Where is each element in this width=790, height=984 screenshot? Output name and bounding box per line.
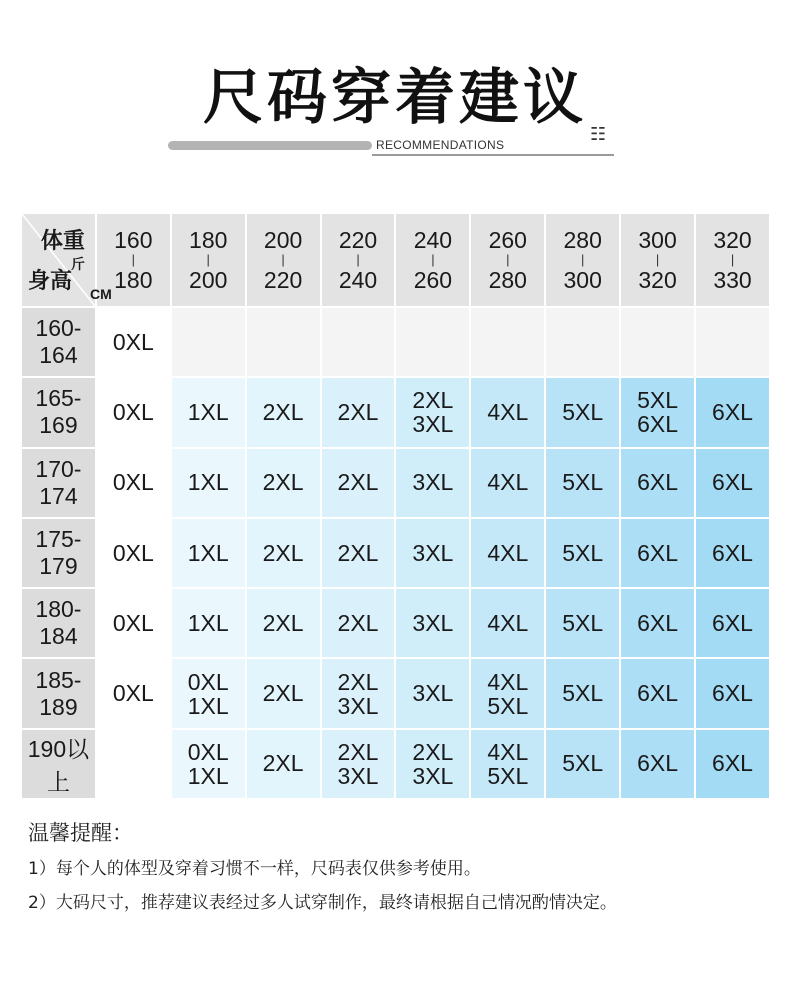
empty-size-cell: [171, 307, 246, 377]
size-cell: [321, 448, 396, 518]
size-value: 0XL: [187, 738, 229, 765]
size-cell: [395, 658, 470, 728]
size-value: 5XL: [562, 680, 604, 707]
page-title: 尺码穿着建议: [203, 63, 587, 133]
notes-section: [28, 818, 617, 926]
weight-to: 220: [263, 267, 303, 293]
size-value: 5XL: [487, 692, 529, 719]
size-cell: [695, 658, 770, 728]
size-value: 2XL: [337, 398, 379, 425]
table-row: [21, 307, 770, 377]
weight-to: 260: [413, 267, 453, 293]
title-underline-line: [372, 154, 614, 156]
weight-from: 200: [263, 227, 303, 253]
size-value: 4XL: [487, 668, 529, 695]
size-value: 2XL: [262, 680, 304, 707]
size-cell: [545, 448, 620, 518]
size-value: 6XL: [637, 609, 679, 636]
size-cell: [171, 377, 246, 447]
weight-from: 220: [338, 227, 378, 253]
size-value: 6XL: [712, 469, 753, 496]
size-value: 0XL: [112, 539, 154, 566]
size-cell: [96, 658, 171, 728]
size-chart-table: [20, 212, 771, 800]
empty-size-cell: [620, 307, 695, 377]
weight-unit-label: 斤: [70, 257, 85, 273]
note-line: 2）大码尺寸，推荐建议表经过多人试穿制作，最终请根据自己情况酌情决定。: [28, 893, 617, 913]
weight-to: 180: [114, 267, 153, 293]
size-value: 4XL: [487, 609, 529, 636]
weight-to: 300: [563, 267, 602, 293]
size-cell: [695, 448, 770, 518]
size-cell: [470, 448, 545, 518]
height-range-cell: 175-179: [21, 518, 96, 588]
size-cell: [695, 377, 770, 447]
size-cell: [96, 377, 171, 447]
size-value: 2XL: [337, 609, 379, 636]
size-cell: [695, 588, 770, 658]
empty-size-cell: [470, 307, 545, 377]
table-row: [21, 729, 770, 799]
weight-to: 280: [488, 267, 527, 293]
size-cell: [246, 518, 321, 588]
weight-from: 280: [563, 227, 602, 253]
size-value: 2XL: [337, 539, 379, 566]
height-range-cell: 185-189: [21, 658, 96, 728]
size-value: 1XL: [187, 469, 229, 496]
size-value: 4XL: [487, 469, 529, 496]
empty-size-cell: [321, 307, 396, 377]
height-range-cell: 160-164: [21, 307, 96, 377]
empty-size-cell: [246, 307, 321, 377]
size-value: 5XL: [562, 539, 604, 566]
size-value: 1XL: [187, 762, 229, 789]
size-cell: [620, 377, 695, 447]
size-value: 2XL: [337, 469, 379, 496]
empty-size-cell: [395, 307, 470, 377]
size-cell: [171, 729, 246, 799]
size-cell: [470, 518, 545, 588]
size-value: 2XL: [262, 750, 304, 777]
size-cell: [620, 658, 695, 728]
size-cell: [395, 518, 470, 588]
weight-to: 330: [713, 267, 752, 293]
size-value: 5XL: [637, 387, 679, 414]
size-cell: [171, 518, 246, 588]
size-value: 0XL: [112, 328, 154, 355]
size-value: 2XL: [262, 469, 304, 496]
weight-col-header: 260 | 280: [470, 213, 545, 307]
size-value: 6XL: [637, 469, 679, 496]
size-cell: [545, 658, 620, 728]
size-value: 3XL: [412, 469, 454, 496]
height-range-cell: 165-169: [21, 377, 96, 447]
size-cell: [470, 658, 545, 728]
size-cell: [470, 377, 545, 447]
size-value: 2XL: [337, 738, 379, 765]
size-value: 6XL: [637, 411, 679, 438]
size-cell: [171, 588, 246, 658]
size-cell: [321, 588, 396, 658]
size-value: 3XL: [337, 762, 379, 789]
height-range-cell: 170-174: [21, 448, 96, 518]
size-cell: [321, 658, 396, 728]
size-value: 5XL: [562, 750, 604, 777]
size-value: 3XL: [412, 680, 454, 707]
menu-lines-icon: ☷: [590, 124, 607, 145]
size-value: 0XL: [187, 668, 229, 695]
size-cell: [246, 658, 321, 728]
size-cell: [545, 518, 620, 588]
size-value: 3XL: [412, 539, 454, 566]
size-value: 4XL: [487, 738, 529, 765]
weight-col-header: 280 | 300: [545, 213, 620, 307]
size-value: 6XL: [712, 750, 753, 777]
size-cell: [395, 377, 470, 447]
size-value: 2XL: [412, 738, 454, 765]
weight-to: 200: [189, 267, 228, 293]
size-value: 5XL: [562, 609, 604, 636]
table-corner-cell: [21, 213, 112, 307]
size-value: 0XL: [112, 680, 154, 707]
empty-size-cell: [695, 307, 770, 377]
size-cell: [620, 588, 695, 658]
table-row: [21, 658, 770, 728]
weight-header-row: [21, 213, 770, 307]
size-value: 1XL: [187, 692, 229, 719]
weight-col-header: 180 | 200: [171, 213, 246, 307]
empty-size-cell: [545, 307, 620, 377]
size-cell: [246, 729, 321, 799]
weight-from: 180: [189, 227, 228, 253]
size-value: 5XL: [562, 398, 604, 425]
size-cell: [545, 729, 620, 799]
size-value: 2XL: [262, 539, 304, 566]
size-value: 3XL: [412, 411, 454, 438]
size-cell: [395, 729, 470, 799]
size-value: 3XL: [337, 692, 379, 719]
weight-col-header: 160 | 180: [96, 213, 171, 307]
weight-col-header: 240 | 260: [395, 213, 470, 307]
table-row: [21, 588, 770, 658]
size-value: 6XL: [637, 680, 679, 707]
size-value: 4XL: [487, 539, 529, 566]
page-subtitle: RECOMMENDATIONS: [376, 138, 505, 152]
size-value: 2XL: [337, 668, 379, 695]
weight-axis-label: 体重: [40, 229, 85, 254]
size-value: 1XL: [187, 398, 229, 425]
table-row: [21, 518, 770, 588]
weight-from: 160: [114, 227, 153, 253]
table-row: [21, 377, 770, 447]
height-range-cell: 180-184: [21, 588, 96, 658]
weight-from: 320: [713, 227, 752, 253]
size-cell: [171, 658, 246, 728]
size-cell: [470, 729, 545, 799]
size-value: 6XL: [712, 539, 753, 566]
size-value: 6XL: [712, 609, 753, 636]
size-value: 3XL: [412, 762, 454, 789]
size-value: 3XL: [412, 609, 454, 636]
weight-to: 320: [638, 267, 677, 293]
size-cell: [620, 729, 695, 799]
weight-col-header: 200 | 220: [246, 213, 321, 307]
size-cell: [545, 377, 620, 447]
size-cell: [620, 448, 695, 518]
size-cell: [695, 729, 770, 799]
size-cell: [321, 729, 396, 799]
size-value: 0XL: [112, 398, 154, 425]
height-unit-label: CM: [90, 286, 112, 302]
size-cell: [171, 448, 246, 518]
size-cell: [96, 588, 171, 658]
weight-from: 240: [413, 227, 453, 253]
size-value: 5XL: [562, 469, 604, 496]
size-cell: [620, 518, 695, 588]
empty-size-cell: [96, 729, 171, 799]
notes-heading: 温馨提醒：: [28, 821, 133, 845]
size-cell: [321, 377, 396, 447]
size-value: 1XL: [187, 539, 229, 566]
size-cell: [96, 518, 171, 588]
table-row: [21, 448, 770, 518]
size-value: 0XL: [112, 609, 154, 636]
size-value: 2XL: [262, 609, 304, 636]
size-value: 5XL: [487, 762, 529, 789]
size-cell: [96, 448, 171, 518]
size-value: 6XL: [712, 398, 753, 425]
size-value: 1XL: [187, 609, 229, 636]
height-range-cell: 190以上: [21, 729, 96, 799]
weight-col-header: 300 | 320: [620, 213, 695, 307]
size-value: 0XL: [112, 469, 154, 496]
size-value: 6XL: [637, 539, 679, 566]
title-underline-bar: [168, 141, 372, 150]
weight-from: 300: [638, 227, 677, 253]
size-cell: [395, 588, 470, 658]
size-cell: [395, 448, 470, 518]
size-value: 6XL: [712, 680, 753, 707]
weight-from: 260: [488, 227, 527, 253]
size-value: 2XL: [262, 398, 304, 425]
size-value: 6XL: [637, 750, 679, 777]
size-cell: [246, 588, 321, 658]
size-cell: [246, 377, 321, 447]
weight-col-header: 320 | 330: [695, 213, 770, 307]
size-cell: [470, 588, 545, 658]
weight-col-header: 220 | 240: [321, 213, 396, 307]
size-chart-body: [21, 307, 770, 799]
size-value: 4XL: [487, 398, 529, 425]
size-cell: [545, 588, 620, 658]
note-line: 1）每个人的体型及穿着习惯不一样，尺码表仅供参考使用。: [28, 859, 481, 879]
size-cell: [321, 518, 396, 588]
size-value: 2XL: [412, 387, 454, 414]
size-cell: [246, 448, 321, 518]
size-cell: [96, 307, 171, 377]
weight-to: 240: [338, 267, 378, 293]
height-axis-label: 身高: [28, 269, 73, 294]
size-cell: [695, 518, 770, 588]
